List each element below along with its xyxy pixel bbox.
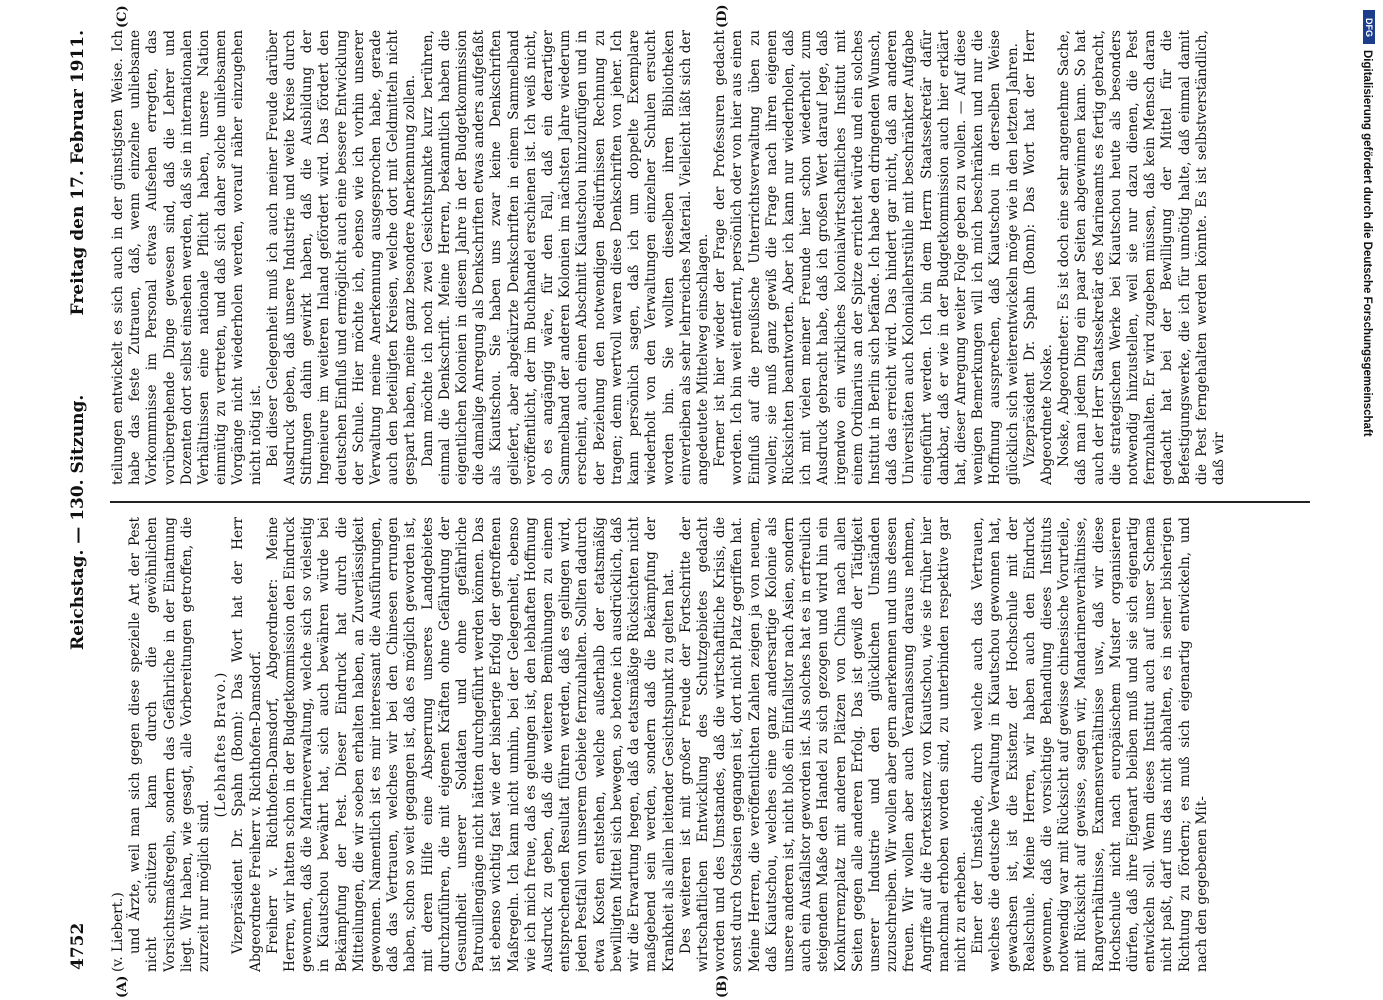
rotated-page-content: [40, 0, 1340, 1000]
margin-marker-c: (C): [115, 5, 130, 28]
session-date: Freitag den 17. Februar 1911.: [68, 30, 88, 316]
speaker-tag: (v. Liebert.): [110, 892, 126, 972]
page-number: 4752: [68, 922, 88, 970]
paragraph: Bei dieser Gelegenheit muß ich auch meiner Freude darüber Ausdruck geben, daß unsere Industrie und weite Kreise durch Stiftungen dahin gewirkt haben, daß die Ausbildung der Ingenieure im weiteren Inland gefördert wird. Das fördert den deutschen Einfluß und ermöglicht auch eine bessere Entwicklung der Schule. Hier möchte ich, ebenso wie ich vorhin unserer Verwaltung meine Anerkennung ausgesprochen habe, gerade auch den beteiligten Kreisen, welche dort mit Geldmitteln nicht gespart haben, meine ganz besondere Anerkennung zollen.: [264, 30, 419, 485]
paragraph: Noske, Abgeordneter: Es ist doch eine sehr angenehme Sache, daß man jedem Ding ein paar Seiten abgewinnen kann. So hat auch der Herr Staatssekretär des Marineamts es fertig gebracht, die strategischen Werke bei Kiautschou heute als besonders notwendig hinzustellen, weil sie nur dazu dienen, die Pest fernzuhalten. Er wird zugeben müssen, daß kein Mensch daran gedacht hat bei der Bewilligung der Mittel für die Befestigungswerke, die ich für unnötig halte, daß einmal damit die Pest ferngehalten werden könnte. Es ist selbstverständlich, daß wir: [1056, 30, 1227, 485]
margin-marker-d: (D): [715, 4, 730, 28]
paragraph: Ferner ist hier wieder der Frage der Professuren gedacht worden. Ich bin weit entfernt, persönlich oder von hier aus einen Einfluß auf die preußische Unterrichtsverwaltung üben zu wollen; sie muß ganz gewiß die Frage nach ihren eigenen Rücksichten beantworten. Aber ich kann nur wiederholen, daß ich mit vielen meiner Freunde hier schon wiederholt zum Ausdruck gebracht habe, daß ich großen Wert darauf lege, daß irgendwo ein wirkliches kolonialwirtschaftliches Institut mit einem Ordinarius an der Spitze errichtet würde und ein solches Institut in Berlin sich befände. Ich habe den dringenden Wunsch, daß das erreicht wird. Das hindert gar nicht, daß an anderen Universitäten auch Koloniallehrstühle mit beschränkter Aufgabe eingeführt werden. Ich bin dem Herrn Staatssekretär dafür dankbar, daß er wie in der Budgetkommission auch hier erklärt hat, dieser Anregung weiter Folge geben zu wollen. — Auf diese wenigen Bemerkungen will ich mich beschränken und nur die Hoffnung aussprechen, daß Kiautschou in derselben Weise glücklich sich weiterentwickeln möge wie in den letzten Jahren.: [712, 30, 1021, 485]
column-divider: [110, 501, 1310, 503]
paragraph: Einer der Umstände, durch welche auch das Vertrauen, welches die deutsche Verwaltung in Kiautschou gewonnen hat, gewachsen ist, ist die Existenz der Hochschule mit der Realschule. Meine Herren, wir haben auch den Eindruck gewonnen, daß die vorsichtige Behandlung dieses Instituts notwendig war mit Rücksicht auf gewisse chinesische Vorurteile, mit Rücksicht auf gewisse, sagen wir, Mandarinenverhältnisse, Rangverhältnisse, Examensverhältnisse usw., daß wir diese Hochschule nicht nach europäischem Muster organisieren dürfen, daß ihre Eigenart bleiben muß und sie sich eigenartig entwickeln soll. Wenn dieses Institut auch auf unser Schema nicht paßt, darf uns das nicht abhalten, es in seiner bisherigen Richtung zu fördern; es muß sich eigenartig entwickeln, und nach den gegebenen Mit-: [970, 517, 1210, 972]
paragraph: Vizepräsident Dr. Spahn (Bonn): Das Wort hat der Herr Abgeordnete Noske.: [1021, 30, 1055, 485]
right-column: [110, 30, 1315, 485]
paragraph: Vizepräsident Dr. Spahn (Bonn): Das Wort hat der Herr Abgeordnete Freiherr v. Richthofen-Damsdorf.: [230, 517, 264, 972]
digitization-watermark: [1357, 50, 1377, 820]
paragraph: Freiherr v. Richthofen-Damsdorf, Abgeordneter: Meine Herren, wir hatten schon in der Budgetkommission den Eindruck gewonnen, daß die Marineverwaltung, welche sich so vielseitig in Kiautschou bewährt hat, sich auch bewähren würde bei Bekämpfung der Pest. Dieser Eindruck hat durch die Mitteilungen, die wir soeben erhalten haben, an Zuverlässigkeit gewonnen. Namentlich ist es mir interessant die Ausführungen, daß das Vertrauen, welches wir bei den Chinesen errungen haben, schon so weit gegangen ist, daß es möglich geworden ist, mit deren Hilfe eine Absperrung unseres Landgebietes durchzuführen, die mit eigenen Kräften ohne Gefährdung der Gesundheit unserer Soldaten und ohne gefährliche Patrouillengänge nicht hätten durchgeführt werden können. Das ist ebenso wichtig fast wie der bisherige Erfolg der getroffenen Maßregeln. Ich kann nicht umhin, bei der Gelegenheit, ebenso wie ich mich freue, daß es gelungen ist, den lebhaften Hoffnung Ausdruck zu geben, daß die weiteren Bemühungen zu einem entsprechenden Resultat führen werden, daß es gelingen wird, jeden Pestfall von unserem Gebiete fernzuhalten. Sollten dadurch etwa Kosten entstehen, welche außerhalb der etatsmäßig bewilligten Mittel sich bewegen, so betone ich ausdrücklich, daß wir die Erwartung hegen, daß da etatsmäßige Rücksichten nicht maßgebend sein werden, sondern daß die Bekämpfung der Krankheit als allein leitender Gesichtspunkt zu gelten hat.: [264, 517, 677, 972]
left-column: [110, 517, 1315, 972]
paragraph: Des weiteren ist mit großer Freude der Fortschritte der wirtschaftlichen Entwicklung des Schutzgebietes gedacht worden und des Umstandes, daß die wirtschaftliche Krisis, die sonst durch Ostasien gegangen ist, dort nicht Platz gegriffen hat. Meine Herren, die veröffentlichten Zahlen zeigen ja von neuem, daß Kiautschou, welches eine ganz andersartige Kolonie als unsere anderen ist, nicht bloß ein Einfallstor nach Asien, sondern auch ein Ausfallstor geworden ist. Als solches hat es in erfreulich steigendem Maße den Handel zu sich gezogen und wird hin ein Konkurrenzplatz mit anderen Plätzen von China nach allen Seiten gegen alle anderen Erfolg. Das ist gewiß der Tätigkeit unserer Industrie und den glücklichen Umständen zuzuschreiben. Wir wollen aber gern anerkennen und uns dessen freuen. Wir wollen aber auch Veranlassung daraus nehmen, Angriffe auf die Fortexistenz von Kiautschou, wie sie früher hier manchmal erhoben worden sind, zu unterbinden respektive gar nicht zu erheben.: [677, 517, 969, 972]
page-header: [62, 30, 100, 970]
session-title: Reichstag. — 130. Sitzung.: [68, 394, 88, 650]
dfg-logo: DFG: [1363, 10, 1375, 44]
margin-marker-a: (A): [115, 975, 130, 998]
paragraph: teilungen entwickelt es sich auch in der günstigsten Weise. Ich habe das feste Zutrauen, daß, wenn einzelne unliebsame Vorkommnisse im Personal etwas Aufsehen erregten, das vorübergehende Dinge gewesen sind, daß die Lehrer und Dozenten dort selbst einsehen werden, daß sie in internationalen Verhältnissen eine nationale Pflicht haben, unsere Nation einmütig zu vertreten, und daß sich daher solche unliebsamen Vorgänge nicht wiederholen werden, worauf näher einzugehen nicht nötig ist.: [110, 30, 264, 485]
watermark-text: Digitalisierung gefördert durch die Deutsche Forschungsgemeinschaft: [1361, 50, 1373, 437]
margin-marker-b: (B): [715, 974, 730, 998]
paragraph: und Ärzte, weil man sich gegen diese spezielle Art der Pest nicht schützen kann durch die gewöhnlichen Vorsichtsmaßregeln, sondern das Gefährliche in der Einatmung liegt. Wir haben, wie gesagt, alle Vorbereitungen getroffen, die zurzeit nur möglich sind.: [127, 517, 213, 972]
applause-note: (Lebhaftes Bravo.): [213, 671, 230, 818]
paragraph: Dann möchte ich noch zwei Gesichtspunkte kurz berühren, einmal die Denkschrift. Meine Herren, bekanntlich haben die eigentlichen Kolonien in diesem Jahre in der Budgetkommission die damalige Anregung als Denkschriften etwas anders aufgefaßt als Kiautschou. Sie haben uns zwar keine Denkschriften geliefert, aber abgekürzte Denkschriften in einem Sammelband veröffentlicht, der im Buchhandel erschienen ist. Ich weiß nicht, ob es angängig wäre, für den Fall, daß ein derartiger Sammelband der anderen Kolonien im nächsten Jahre wiederum erscheint, auch einen Abschnitt Kiautschou hinzuzufügen und in der Beziehung den notwendigen Bedürfnissen Rechnung zu tragen; denn wertvoll waren diese Denkschriften von jeher. Ich kann persönlich sagen, daß ich um doppelte Exemplare wiederholt von den Verwaltungen einzelner Schulen ersucht worden bin. Sie wollten dieselben ihren Bibliotheken einverleiben als sehr lehrreiches Material. Vielleicht läßt sich der angedeutete Mittelweg einschlagen.: [419, 30, 711, 485]
